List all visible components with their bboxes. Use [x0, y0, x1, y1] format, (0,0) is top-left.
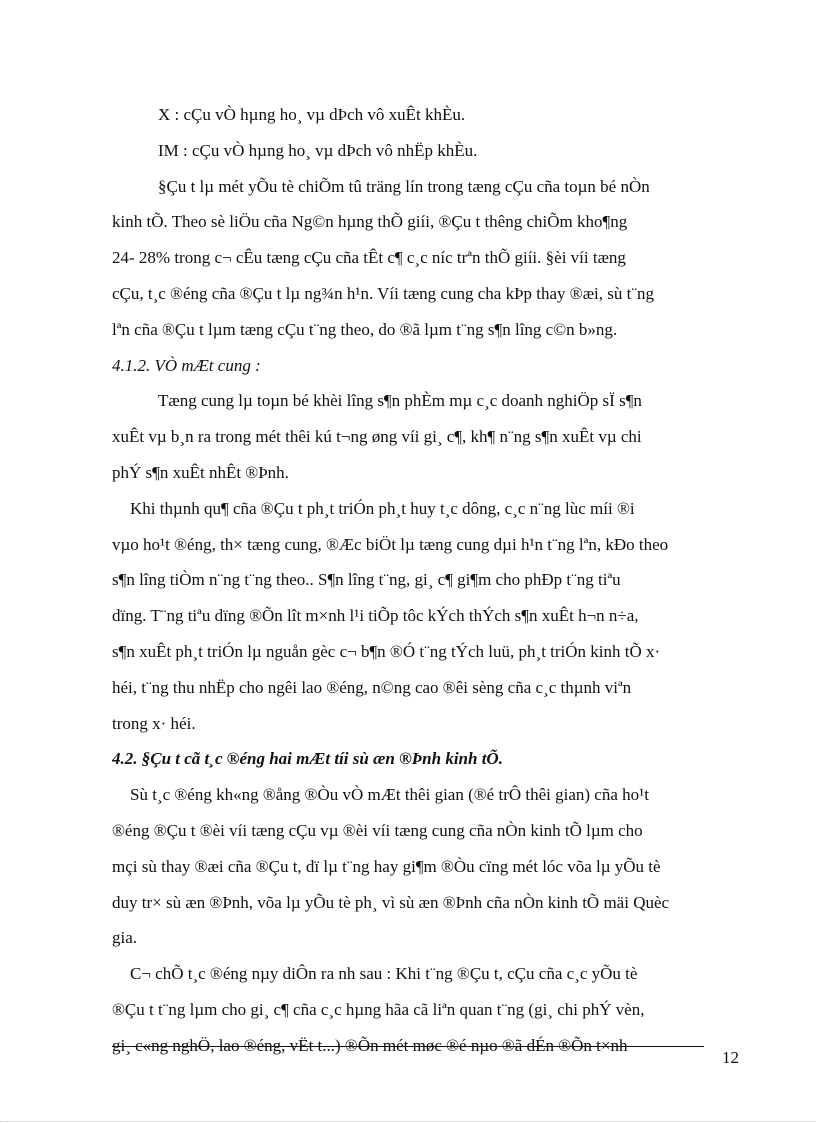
- page-edge-divider: [0, 1121, 816, 1122]
- text-line: 24- 28% trong c¬ cÊu tæng cÇu cña tÊt c¶ c¸c níc trªn thÕ giíi. §èi víi tæng: [112, 248, 626, 268]
- text-line: duy tr× sù æn ®Þnh, võa lµ yÕu tè ph¸ vì sù æn ®Þnh cña nÒn kinh tÕ mäi Quèc: [112, 892, 670, 912]
- text-line: mçi sù thay ®æi cña ®Çu t, dï lµ t¨ng hay gi¶m ®Òu cïng mét lóc võa lµ yÕu tè: [112, 856, 661, 876]
- page-number: 12: [722, 1048, 739, 1067]
- section-heading-stability: 4.2. §Çu t cã t¸c ®éng hai mÆt tíi sù æn ®Þnh kinh tÕ.: [112, 749, 503, 769]
- section-heading-supply: 4.1.2. VÒ mÆt cung :: [112, 355, 261, 375]
- paragraph-start: Tæng cung lµ toµn bé khèi lîng s¶n phÈm mµ c¸c doanh nghiÖp sÏ s¶n: [158, 391, 642, 411]
- text-line: phÝ s¶n xuÊt nhÊt ®Þnh.: [112, 462, 289, 482]
- text-line: gi¸ c«ng nghÖ, lao ®éng, vËt t...) ®Õn mét møc ®é nµo ®ã dÉn ®Õn t×nh: [112, 1035, 628, 1055]
- text-line: ®Çu t t¨ng lµm cho gi¸ c¶ cña c¸c hµng hãa cã liªn quan t¨ng (gi¸ chi phÝ vèn,: [112, 999, 645, 1019]
- text-line: s¶n lîng tiÒm n¨ng t¨ng theo.. S¶n lîng t¨ng, gi¸ c¶ gi¶m cho phÐp t¨ng tiªu: [112, 570, 621, 590]
- text-line: dïng. T¨ng tiªu dïng ®Õn lît m×nh l¹i tiÕp tôc kÝch thÝch s¶n xuÊt h¬n n÷a,: [112, 606, 639, 626]
- text-line: kinh tÕ. Theo sè liÖu cña Ng©n hµng thÕ giíi, ®Çu t thêng chiÕm kho¶ng: [112, 212, 628, 232]
- text-line: lªn cña ®Çu t lµm tæng cÇu t¨ng theo, do ®ã lµm t¨ng s¶n lîng c©n b»ng.: [112, 319, 618, 339]
- text-line: ®éng ®Çu t ®èi víi tæng cÇu vµ ®èi víi tæng cung cña nÒn kinh tÕ lµm cho: [112, 820, 643, 840]
- footer-divider: [112, 1046, 704, 1047]
- paragraph-start: Khi thµnh qu¶ cña ®Çu t ph¸t triÓn ph¸t huy t¸c dông, c¸c n¨ng lùc míi ®i: [130, 498, 635, 518]
- body-text: [112, 97, 728, 1064]
- text-line: xuÊt vµ b¸n ra trong mét thêi kú t¬ng øng víi gi¸ c¶, kh¶ n¨ng s¶n xuÊt vµ chi: [112, 427, 642, 447]
- text-line: trong x· héi.: [112, 713, 196, 733]
- text-line: héi, t¨ng thu nhËp cho ngêi lao ®éng, n©ng cao ®êi sèng cña c¸c thµnh viªn: [112, 677, 632, 697]
- text-line: cÇu, t¸c ®éng cña ®Çu t lµ ng¾n h¹n. Víi tæng cung cha kÞp thay ®æi, sù t¨ng: [112, 283, 655, 303]
- text-line: s¶n xuÊt ph¸t triÓn lµ nguån gèc c¬ b¶n ®Ó t¨ng tÝch luü, ph¸t triÓn kinh tÕ x·: [112, 641, 661, 661]
- paragraph-start: C¬ chÕ t¸c ®éng nµy diÔn ra nh sau : Khi t¨ng ®Çu t, cÇu cña c¸c yÕu tè: [130, 964, 638, 984]
- text-line: vµo ho¹t ®éng, th× tæng cung, ®Æc biÖt lµ tæng cung dµi h¹n t¨ng lªn, kÐo theo: [112, 534, 669, 554]
- text-line: gia.: [112, 928, 138, 948]
- text-line: X : cÇu vÒ hµng ho¸ vµ dÞch vô xuÊt khÈu.: [158, 105, 466, 124]
- text-line: IM : cÇu vÒ hµng ho¸ vµ dÞch vô nhËp khÈu.: [158, 140, 478, 160]
- paragraph-start: Sù t¸c ®éng kh«ng ®ång ®Òu vÒ mÆt thêi gian (®é trÔ thêi gian) cña ho¹t: [130, 785, 649, 805]
- paragraph-start: §Çu t lµ mét yÕu tè chiÕm tû träng lín trong tæng cÇu cña toµn bé nÒn: [158, 176, 650, 196]
